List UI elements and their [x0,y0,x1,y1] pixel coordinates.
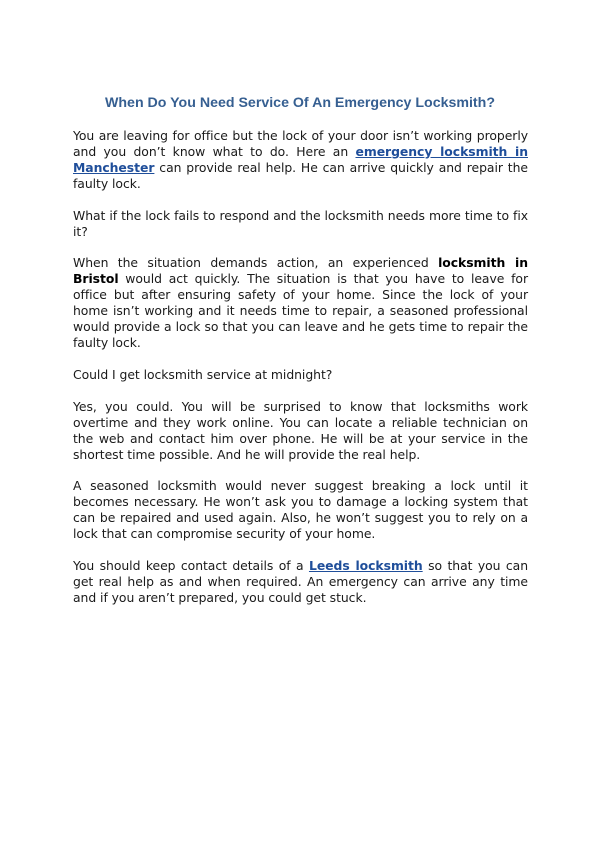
paragraph-2: What if the lock fails to respond and the locksmith needs more time to fix it? [73,207,528,239]
locksmith-bristol-bold: locksmith in Bristol [73,255,529,287]
paragraph-7 [73,558,528,606]
paragraph-6: A seasoned locksmith would never suggest breaking a lock until it becomes necessary. He won’t ask you to damage a locking system that can be repaired and used again. Also, he won’t suggest you to rely on a lock that can compromise security of your home. [73,478,528,542]
paragraph-5: Yes, you could. You will be surprised to know that locksmiths work overtime and they work online. You can locate a reliable technician on the web and contact him over phone. He will be at your service in the shortest time possible. And he will provide the real help. [73,398,528,462]
paragraph-3 [73,255,528,350]
paragraph-1-text-after: can provide real help. He can arrive quickly and repair the faulty lock. [73,159,528,191]
paragraph-1 [73,128,528,192]
emergency-locksmith-manchester-link[interactable]: emergency locksmith in Manchester [73,143,528,175]
paragraph-1-text-before: You are leaving for office but the lock of your door isn’t working properly and you don’t know what to do. Here an [73,128,528,159]
leeds-locksmith-link[interactable]: Leeds locksmith [308,558,423,574]
paragraph-4: Could I get locksmith service at midnight? [73,366,333,382]
paragraph-7-text-after: so that you can get real help as and when required. An emergency can arrive any time and if you aren’t prepared, you could get stuck. [73,558,529,605]
paragraph-3-text-before: When the situation demands action, an experienced [73,255,439,271]
page-title: When Do You Need Service Of An Emergency Locksmith? [105,95,495,111]
paragraph-3-text-after: would act quickly. The situation is that you have to leave for office but after ensuring safety of your home. Since the lock of your home isn’t working and it needs time to repair, a seasoned professional would provide a lock so that you can leave and he gets time to repair the faulty lock. [73,271,528,350]
article-body [73,128,528,622]
paragraph-7-text-before: You should keep contact details of a [73,558,309,574]
